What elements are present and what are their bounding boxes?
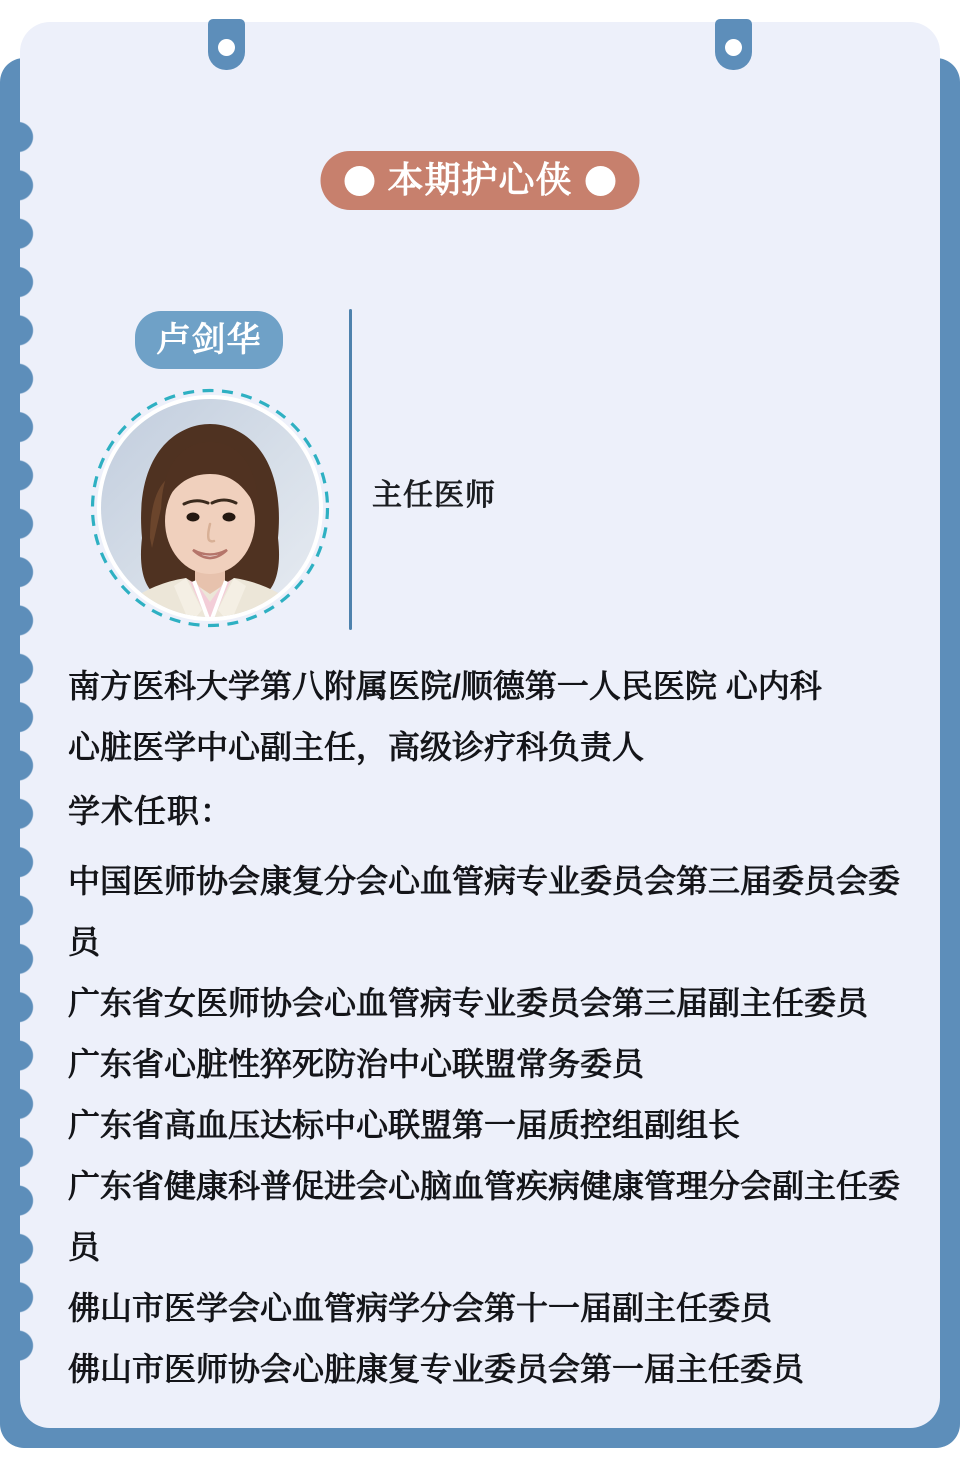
- issue-badge: [321, 151, 640, 210]
- badge-label: 本期护心侠: [387, 158, 573, 200]
- doctor-title: 主任医师: [372, 479, 496, 512]
- clip-hole-icon: [218, 39, 235, 56]
- doctor-photo: [90, 388, 330, 628]
- position-item: 佛山市医师协会心脏康复专业委员会第一届主任委员: [68, 1351, 805, 1387]
- affiliation-line: 南方医科大学第八附属医院/顺德第一人民医院 心内科: [68, 668, 822, 704]
- spiral-binding-icon: [0, 113, 36, 1375]
- position-item: 中国医师协会康复分会心血管病专业委员会第三届委员会委员: [68, 863, 901, 960]
- positions-list: [68, 851, 924, 1400]
- badge-dot-icon: [345, 166, 375, 196]
- doctor-name: 卢剑华: [156, 321, 262, 359]
- binder-clip-icon: [715, 19, 752, 70]
- affiliation-line: 心脏医学中心副主任，高级诊疗科负责人: [68, 729, 645, 765]
- position-item: 广东省女医师协会心血管病专业委员会第三届副主任委员: [68, 985, 869, 1021]
- position-item: 广东省健康科普促进会心脑血管疾病健康管理分会副主任委员: [68, 1168, 901, 1265]
- binder-clip-icon: [208, 19, 245, 70]
- bio-section: [68, 656, 924, 1400]
- section-heading: 学术任职：: [68, 793, 234, 829]
- doctor-name-tag: [135, 311, 283, 369]
- vertical-divider: [349, 309, 352, 630]
- position-item: 佛山市医学会心血管病学分会第十一届副主任委员: [68, 1290, 773, 1326]
- position-item: 广东省心脏性猝死防治中心联盟常务委员: [68, 1046, 645, 1082]
- position-item: 广东省高血压达标中心联盟第一届质控组副组长: [68, 1107, 741, 1143]
- doctor-portrait-illustration: [90, 388, 330, 628]
- clip-hole-icon: [725, 39, 742, 56]
- badge-dot-icon: [585, 166, 615, 196]
